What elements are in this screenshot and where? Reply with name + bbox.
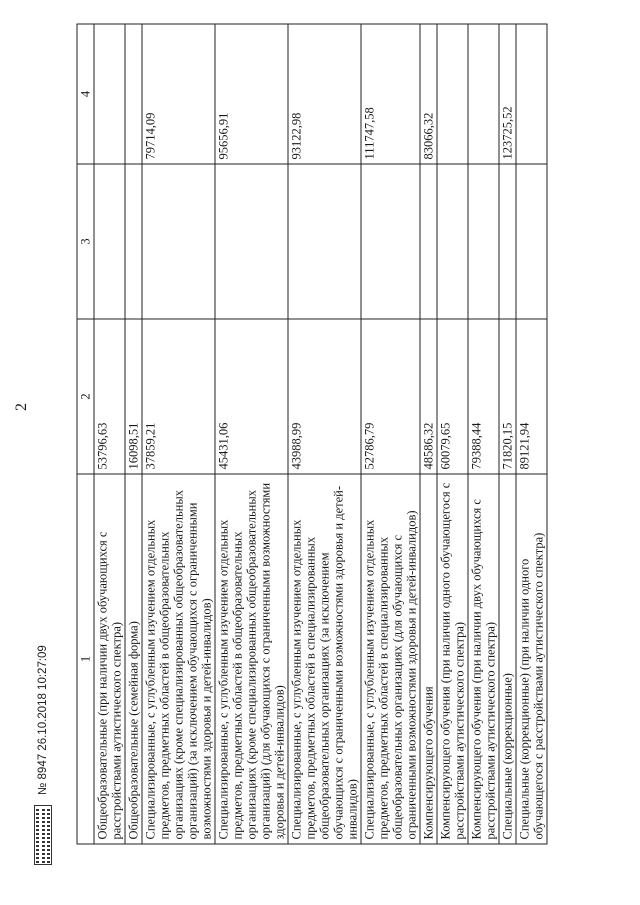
row-name: Специальные (коррекционные) (при наличии одного обучающегося с расстройствами аутистического спектра) [516, 474, 547, 844]
stamp-logo-icon [34, 805, 52, 865]
header-col-4: 4 [77, 24, 94, 164]
table-row [125, 24, 142, 844]
data-table [77, 24, 548, 845]
table-row [288, 24, 361, 844]
row-name: Компенсирующего обучения [420, 474, 437, 844]
row-name: Специализированные, с углубленным изучением отдельных предметов, предметных областей в специализированных общеобразовательных организациях (для обучающихся с ограниченными возможностями здоровья и детей-инвалидов) [361, 474, 420, 844]
row-name: Общеобразовательные (семейная форма) [125, 474, 142, 844]
row-value-col-3 [125, 164, 142, 319]
row-value-col-4: 95656,91 [215, 24, 288, 164]
row-name: Специализированные, с углубленным изучением отдельных предметов, предметных областей в общеобразовательных организациях (кроме специализированных общеобразовательных организаций) (за исключением обучающихся с ограниченными возможностями здоровья и детей-инвалидов) [142, 474, 215, 844]
row-value-col-4: 111747,58 [361, 24, 420, 164]
page-number: 2 [13, 403, 30, 411]
row-value-col-4: 79714,09 [142, 24, 215, 164]
row-value-col-4: 93122,98 [288, 24, 361, 164]
row-value-col-4: 83066,32 [420, 24, 437, 164]
row-value-col-2: 89121,94 [516, 319, 547, 474]
row-name: Специализированные, с углубленным изучением отдельных предметов, предметных областей в общеобразовательных организациях (кроме специализированных общеобразовательных организаций) (для обучающихся с ограниченными возможностями здоровья и детей-инвалидов) [215, 474, 288, 844]
row-value-col-3 [94, 164, 125, 319]
row-value-col-2: 79388,44 [468, 319, 499, 474]
table-row [437, 24, 468, 844]
row-name: Общеобразовательные (при наличии двух обучающихся с расстройствами аутистического спектра) [94, 474, 125, 844]
table-row [420, 24, 437, 844]
row-value-col-3 [420, 164, 437, 319]
row-value-col-3 [142, 164, 215, 319]
row-value-col-2: 52786,79 [361, 319, 420, 474]
row-value-col-2: 71820,15 [499, 319, 516, 474]
row-value-col-2: 45431,06 [215, 319, 288, 474]
table-row [94, 24, 125, 844]
row-name: Специализированные, с углубленным изучением отдельных предметов, предметных областей в специализированных общеобразовательных организациях (за исключением обучающихся с ограниченными возможностями здоровья и детей-инвалидов) [288, 474, 361, 844]
row-value-col-3 [215, 164, 288, 319]
row-value-col-3 [516, 164, 547, 319]
row-name: Специальные (коррекционные) [499, 474, 516, 844]
table-row [499, 24, 516, 844]
table-row [142, 24, 215, 844]
row-name: Компенсирующего обучения (при наличии одного обучающегося с расстройствами аутистического спектра) [437, 474, 468, 844]
row-value-col-3 [437, 164, 468, 319]
row-value-col-4 [468, 24, 499, 164]
header-col-2: 2 [77, 319, 94, 474]
table-container [77, 25, 546, 845]
table-row [215, 24, 288, 844]
row-value-col-3 [288, 164, 361, 319]
header-col-3: 3 [77, 164, 94, 319]
row-value-col-4 [437, 24, 468, 164]
row-value-col-2: 16098,51 [125, 319, 142, 474]
row-value-col-4 [516, 24, 547, 164]
row-value-col-4: 123725,52 [499, 24, 516, 164]
row-value-col-2: 43988,99 [288, 319, 361, 474]
table-row [516, 24, 547, 844]
table-row [468, 24, 499, 844]
row-name: Компенсирующего обучения (при наличии двух обучающихся с расстройствами аутистического спектра) [468, 474, 499, 844]
registration-stamp [30, 525, 56, 865]
row-value-col-3 [361, 164, 420, 319]
row-value-col-3 [468, 164, 499, 319]
row-value-col-2: 60079,65 [437, 319, 468, 474]
stamp-text: № 8947 26.10.2018 10:27:09 [37, 645, 49, 795]
row-value-col-3 [499, 164, 516, 319]
table-row [361, 24, 420, 844]
row-value-col-4 [94, 24, 125, 164]
table-header-row [77, 24, 94, 844]
header-col-1: 1 [77, 474, 94, 844]
row-value-col-2: 53796,63 [94, 319, 125, 474]
row-value-col-2: 48586,32 [420, 319, 437, 474]
row-value-col-4 [125, 24, 142, 164]
row-value-col-2: 37859,21 [142, 319, 215, 474]
